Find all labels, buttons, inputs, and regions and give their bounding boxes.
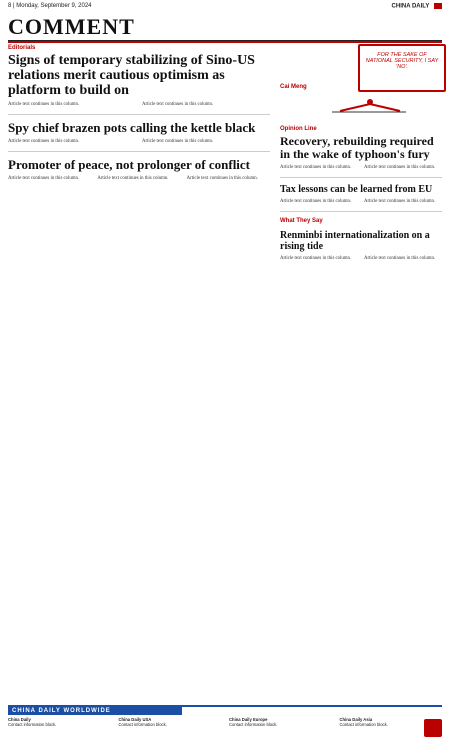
masthead-title: COMMENT [8,14,135,39]
masthead [8,12,442,41]
editorial-body [8,102,270,108]
cartoon [280,42,442,120]
editorial-headline: Signs of temporary stabilizing of Sino-US relations merit cautious optimism as platform to build on [8,53,255,98]
renminbi-headline: Renminbi internationalization on a rising tide [280,230,430,252]
footer-block-title: China Daily [8,717,31,722]
recovery-col-2: Article text continues in this column. [364,165,436,170]
editorials-kicker: Editorials [8,45,36,51]
footer-block-text: Contact information block. [8,722,57,727]
editorial-col-1: Article text continues in this column. [8,102,80,107]
renminbi-col-2: Article text continues in this column. [364,256,436,261]
cartoon-sign [358,44,446,92]
brand-text: CHINA DAILY [391,3,430,10]
footer-block-3 [229,717,332,739]
spy-col-2: Article text continues in this column. [142,139,214,144]
footer-block-1 [8,717,111,739]
page-and-date: 8 | Monday, September 9, 2024 [8,3,92,9]
recovery-col-1: Article text continues in this column. [280,165,352,170]
footer [8,705,442,741]
opinion-line-label: Opinion Line [280,126,317,132]
footer-block-title: China Daily Asia [339,717,373,722]
promoter-body [8,176,270,182]
tax-headline: Tax lessons can be learned from EU [280,184,433,195]
footer-block-title: China Daily USA [118,717,152,722]
divider [8,151,270,152]
footer-band: CHINA DAILY WORLDWIDE [8,707,182,715]
footer-block-text: Contact information block. [229,722,278,727]
tax-col-2: Article text continues in this column. [364,199,436,204]
left-column [8,42,270,702]
what-they-say-label: What They Say [280,218,323,224]
cartoon-sign-text: FOR THE SAKE OF NATIONAL SECURITY, I SAY 'NO'. [365,52,439,70]
brand-mark-icon [424,719,442,737]
cartoon-author: Cai Meng [280,84,307,90]
footer-block-2 [119,717,222,739]
spy-body [8,139,270,145]
spy-col-1: Article text continues in this column. [8,139,80,144]
tax-body [280,199,442,205]
promoter-col-2: Article text continues in this column. [97,176,169,181]
promoter-col-3: Article text continues in this column. [186,176,258,181]
footer-cols [8,717,442,739]
top-bar [0,0,450,12]
divider [280,211,442,212]
renminbi-col-1: Article text continues in this column. [280,256,352,261]
skier-icon [330,94,410,114]
renminbi-body [280,256,442,262]
footer-block-text: Contact information block. [118,722,167,727]
editorial-col-2: Article text continues in this column. [142,102,214,107]
promoter-headline: Promoter of peace, not prolonger of conflict [8,157,251,172]
divider [8,114,270,115]
footer-block-title: China Daily Europe [229,717,268,722]
promoter-col-1: Article text continues in this column. [8,176,80,181]
recovery-body [280,165,442,171]
spy-headline: Spy chief brazen pots calling the kettle black [8,120,256,135]
right-column [280,42,442,702]
tax-col-1: Article text continues in this column. [280,199,352,204]
divider [280,177,442,178]
brand [392,3,442,10]
recovery-headline: Recovery, rebuilding required in the wake of typhoon's fury [280,134,434,161]
brand-logo-icon [434,3,442,9]
footer-block-text: Contact information block. [339,722,388,727]
